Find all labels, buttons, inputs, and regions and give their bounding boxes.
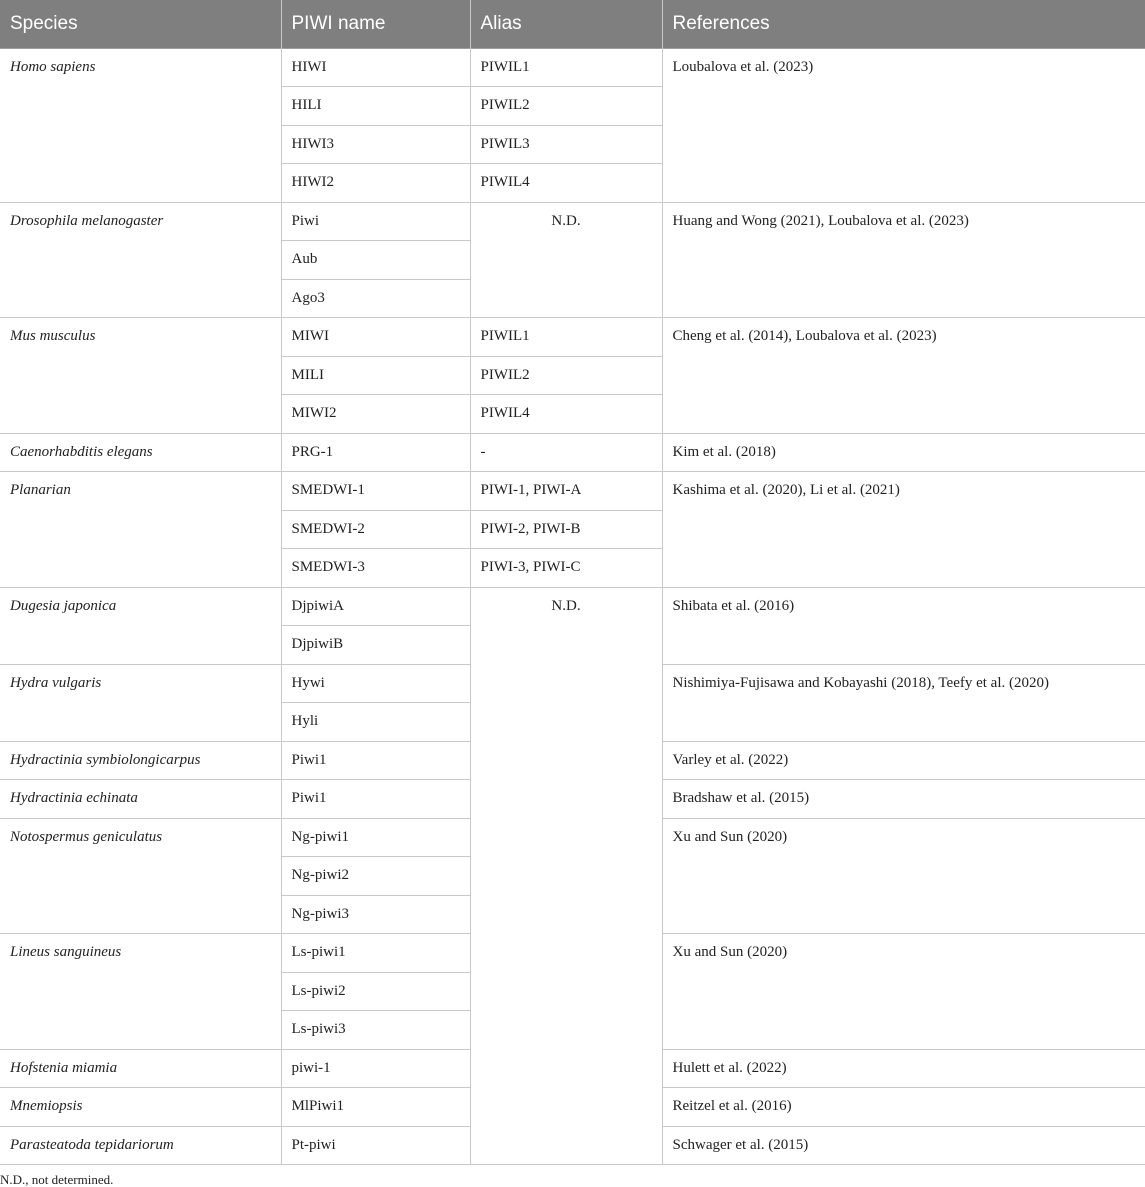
piwi-name-cell: Ago3 [281,279,470,318]
reference-cell: Varley et al. (2022) [662,741,1145,780]
alias-cell: N.D. [470,202,662,318]
species-cell: Hofstenia miamia [0,1049,281,1088]
species-cell: Notospermus geniculatus [0,818,281,934]
piwi-name-cell: Piwi1 [281,741,470,780]
alias-cell: PIWIL1 [470,318,662,357]
species-cell: Caenorhabditis elegans [0,433,281,472]
alias-cell: N.D. [470,587,662,1165]
header-row [0,0,1145,48]
table-footnote: N.D., not determined. [0,1172,114,1187]
piwi-name-cell: Piwi [281,202,470,241]
reference-cell: Cheng et al. (2014), Loubalova et al. (2023) [662,318,1145,434]
alias-cell: PIWIL4 [470,164,662,203]
table-row [0,202,1145,241]
piwi-name-cell: DjpiwiB [281,626,470,665]
piwi-name-cell: HIWI2 [281,164,470,203]
piwi-name-cell: Ls-piwi1 [281,934,470,973]
piwi-name-cell: Piwi1 [281,780,470,819]
reference-cell: Hulett et al. (2022) [662,1049,1145,1088]
piwi-name-cell: MILI [281,356,470,395]
piwi-name-cell: HIWI3 [281,125,470,164]
reference-cell: Schwager et al. (2015) [662,1126,1145,1165]
species-cell: Lineus sanguineus [0,934,281,1050]
reference-cell: Reitzel et al. (2016) [662,1088,1145,1127]
alias-cell: PIWI-3, PIWI-C [470,549,662,588]
piwi-name-cell: DjpiwiA [281,587,470,626]
table-row [0,318,1145,357]
reference-cell: Kim et al. (2018) [662,433,1145,472]
species-cell: Mnemiopsis [0,1088,281,1127]
piwi-name-cell: Aub [281,241,470,280]
reference-cell: Xu and Sun (2020) [662,934,1145,1050]
reference-cell: Bradshaw et al. (2015) [662,780,1145,819]
header-alias: Alias [470,0,662,48]
piwi-name-cell: Ng-piwi3 [281,895,470,934]
species-cell: Mus musculus [0,318,281,434]
reference-cell: Nishimiya-Fujisawa and Kobayashi (2018), Teefy et al. (2020) [662,664,1145,741]
table-row [0,587,1145,626]
species-cell: Hydractinia echinata [0,780,281,819]
header-species: Species [0,0,281,48]
piwi-name-cell: PRG-1 [281,433,470,472]
alias-cell: - [470,433,662,472]
species-cell: Parasteatoda tepidariorum [0,1126,281,1165]
piwi-name-cell: Ls-piwi2 [281,972,470,1011]
piwi-name-cell: MIWI [281,318,470,357]
alias-cell: PIWIL2 [470,87,662,126]
species-cell: Hydractinia symbiolongicarpus [0,741,281,780]
piwi-name-cell: HILI [281,87,470,126]
piwi-name-cell: Hyli [281,703,470,742]
piwi-name-cell: SMEDWI-2 [281,510,470,549]
species-cell: Hydra vulgaris [0,664,281,741]
table-row [0,48,1145,87]
piwi-name-cell: Pt-piwi [281,1126,470,1165]
alias-cell: PIWIL1 [470,48,662,87]
reference-cell: Shibata et al. (2016) [662,587,1145,664]
alias-cell: PIWI-2, PIWI-B [470,510,662,549]
table-row [0,472,1145,511]
table-row [0,433,1145,472]
piwi-name-cell: SMEDWI-1 [281,472,470,511]
species-cell: Planarian [0,472,281,588]
alias-cell: PIWIL3 [470,125,662,164]
header-piwi-name: PIWI name [281,0,470,48]
piwi-name-cell: SMEDWI-3 [281,549,470,588]
species-cell: Dugesia japonica [0,587,281,664]
alias-cell: PIWIL2 [470,356,662,395]
species-cell: Homo sapiens [0,48,281,202]
piwi-name-cell: Ng-piwi2 [281,857,470,896]
piwi-name-cell: MIWI2 [281,395,470,434]
reference-cell: Kashima et al. (2020), Li et al. (2021) [662,472,1145,588]
piwi-name-cell: Ls-piwi3 [281,1011,470,1050]
alias-cell: PIWIL4 [470,395,662,434]
piwi-name-cell: Hywi [281,664,470,703]
reference-cell: Huang and Wong (2021), Loubalova et al. (2023) [662,202,1145,318]
header-references: References [662,0,1145,48]
piwi-name-cell: piwi-1 [281,1049,470,1088]
piwi-name-cell: Ng-piwi1 [281,818,470,857]
species-cell: Drosophila melanogaster [0,202,281,318]
reference-cell: Loubalova et al. (2023) [662,48,1145,202]
piwi-name-cell: HIWI [281,48,470,87]
reference-cell: Xu and Sun (2020) [662,818,1145,934]
alias-cell: PIWI-1, PIWI-A [470,472,662,511]
piwi-name-cell: MlPiwi1 [281,1088,470,1127]
